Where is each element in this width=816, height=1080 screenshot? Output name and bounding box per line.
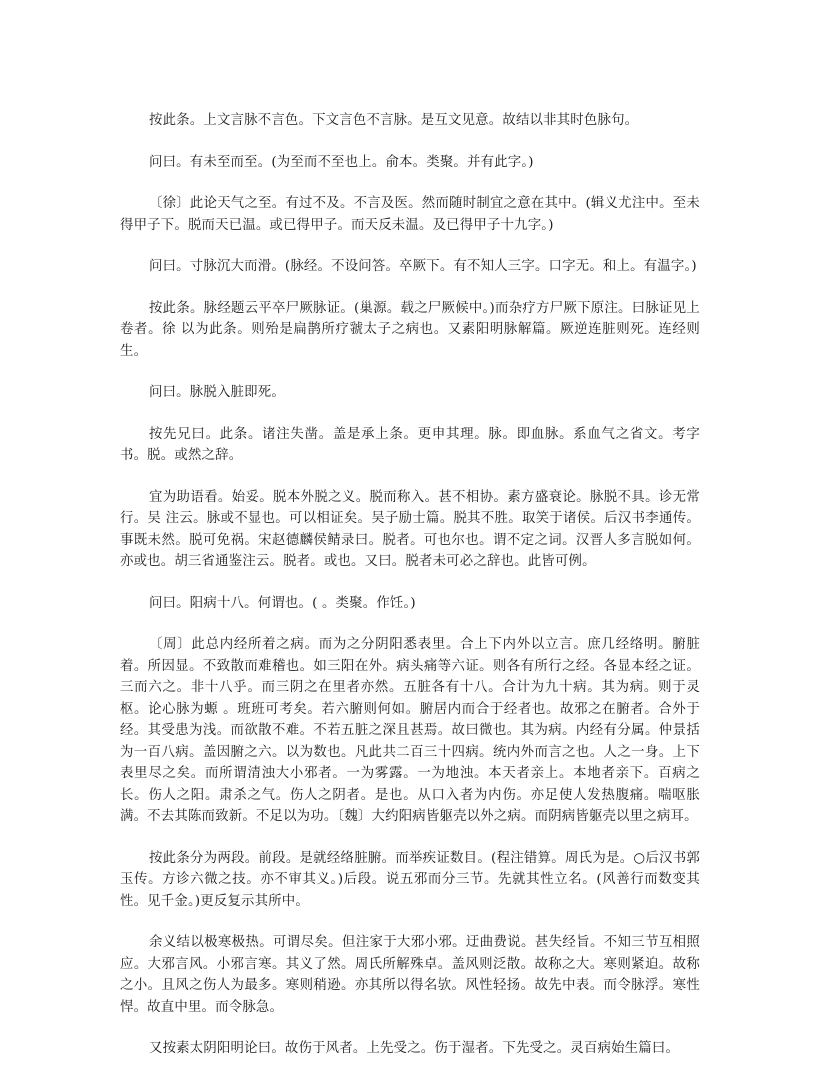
paragraph: 余义结以极寒极热。可谓尽矣。但注家于大邪小邪。迂曲费说。甚失经旨。不知三节互相照应。大邪言风。小邪言寒。其义了然。周氏所解殊卓。盖风则泛散。故称之大。寒则紧迫。故称之小。且风之伤人为最多。寒则稍逊。亦其所以得名欤。风性轻扬。故先中表。而令脉浮。寒性 悍。故直中里。而令脉急。 xyxy=(120,935,700,1015)
paragraph: 按此条分为两段。前段。是就经络脏腑。而举疾证数目。(程注错算。周氏为是。○后汉书郭玉传。方诊六微之技。亦不审其义。)后段。说五邪而分三节。先就其性立名。(风善行而数变其性。见千金。)更反复示其所中。 xyxy=(120,850,700,909)
paragraph: 按此条。上文言脉不言色。下文言色不言脉。是互文见意。故结以非其时色脉句。 xyxy=(149,113,639,128)
paragraph: 按先兄曰。此条。诸注失凿。盖是承上条。更申其理。脉。即血脉。系血气之省文。考字书。脱。或然之辞。 xyxy=(120,426,700,463)
paragraph: 宜为助语看。始妥。脱本外脱之义。脱而称入。甚不相协。素方盛衰论。脉脱不具。诊无常行。吴 注云。脉或不显也。可以相证矣。吴子励士篇。脱其不胜。取笑于诸侯。后汉书李通传。事既未然。脱可免祸。宋赵德麟侯鲭录曰。脱者。可也尔也。谓不定之词。汉晋人多言脱如何。亦或也。胡三省通鉴注云。脱者。或也。又曰。脱者未可必之辞也。此皆可例。 xyxy=(120,489,700,569)
paragraph: 问曰。有未至而至。(为至而不至也上。俞本。类聚。并有此字。) xyxy=(149,154,534,170)
paragraph: 问曰。脉脱入脏即死。 xyxy=(149,385,285,400)
paragraph: 〔徐〕此论天气之至。有过不及。不言及医。然而随时制宜之意在其中。(辑义尤注中。至未得甲子下。脱而天已温。或已得甲子。而天反未温。及已得甲子十九字。) xyxy=(120,196,700,233)
paragraph: 〔周〕此总内经所着之病。而为之分阴阳悉表里。合上下内外以立言。庶几经络明。腑脏着。所因显。不致散而难稽也。如三阳在外。病头痛等六证。则各有所行之经。各显本经之证。三而六之。非十八乎。而三阴之在里者亦然。五脏各有十八。合计为九十病。其为病。则于灵枢。论心脉为螈 。班班可考矣。若六腑则何如。腑居内而合于经者也。故邪之在腑者。合外于经。其受患为浅。而欲散不难。不若五脏之深且甚焉。故曰微也。其为病。内经有分属。仲景括为一百八病。盖因腑之六。以为数也。凡此共二百三十四病。统内外而言之也。人之一身。上下表里尽之矣。而所谓清浊大小邪者。一为雾露。一为地浊。本天者亲上。本地者亲下。百病之长。伤人之阳。肃杀之气。伤人之阴者。是也。从口入者为内伤。亦足使人发热腹痛。喘呕胀满。不去其陈而致新。不足以为功。〔魏〕大约阳病皆躯壳以外之病。而阴病皆躯壳以里之病耳。 xyxy=(120,637,700,824)
document-page xyxy=(120,110,700,1080)
paragraph: 问曰。寸脉沉大而滑。(脉经。不设问答。卒厥下。有不知人三字。口字无。和上。有温字。) xyxy=(149,259,697,274)
paragraph: 按此条。脉经题云平卒尸厥脉证。(巢源。载之尸厥候中。)而杂疗方尸厥下原注。曰脉证见上卷者。徐 以为此条。则殆是扁鹊所疗虢太子之病也。又素阳明脉解篇。厥逆连脏则死。连经则生。 xyxy=(120,300,700,359)
paragraph: 问曰。阳病十八。何谓也。( 。类聚。作饪。) xyxy=(149,595,416,611)
paragraph: 又按素太阴阳明论曰。故伤于风者。上先受之。伤于湿者。下先受之。灵百病始生篇曰。 xyxy=(149,1041,680,1056)
